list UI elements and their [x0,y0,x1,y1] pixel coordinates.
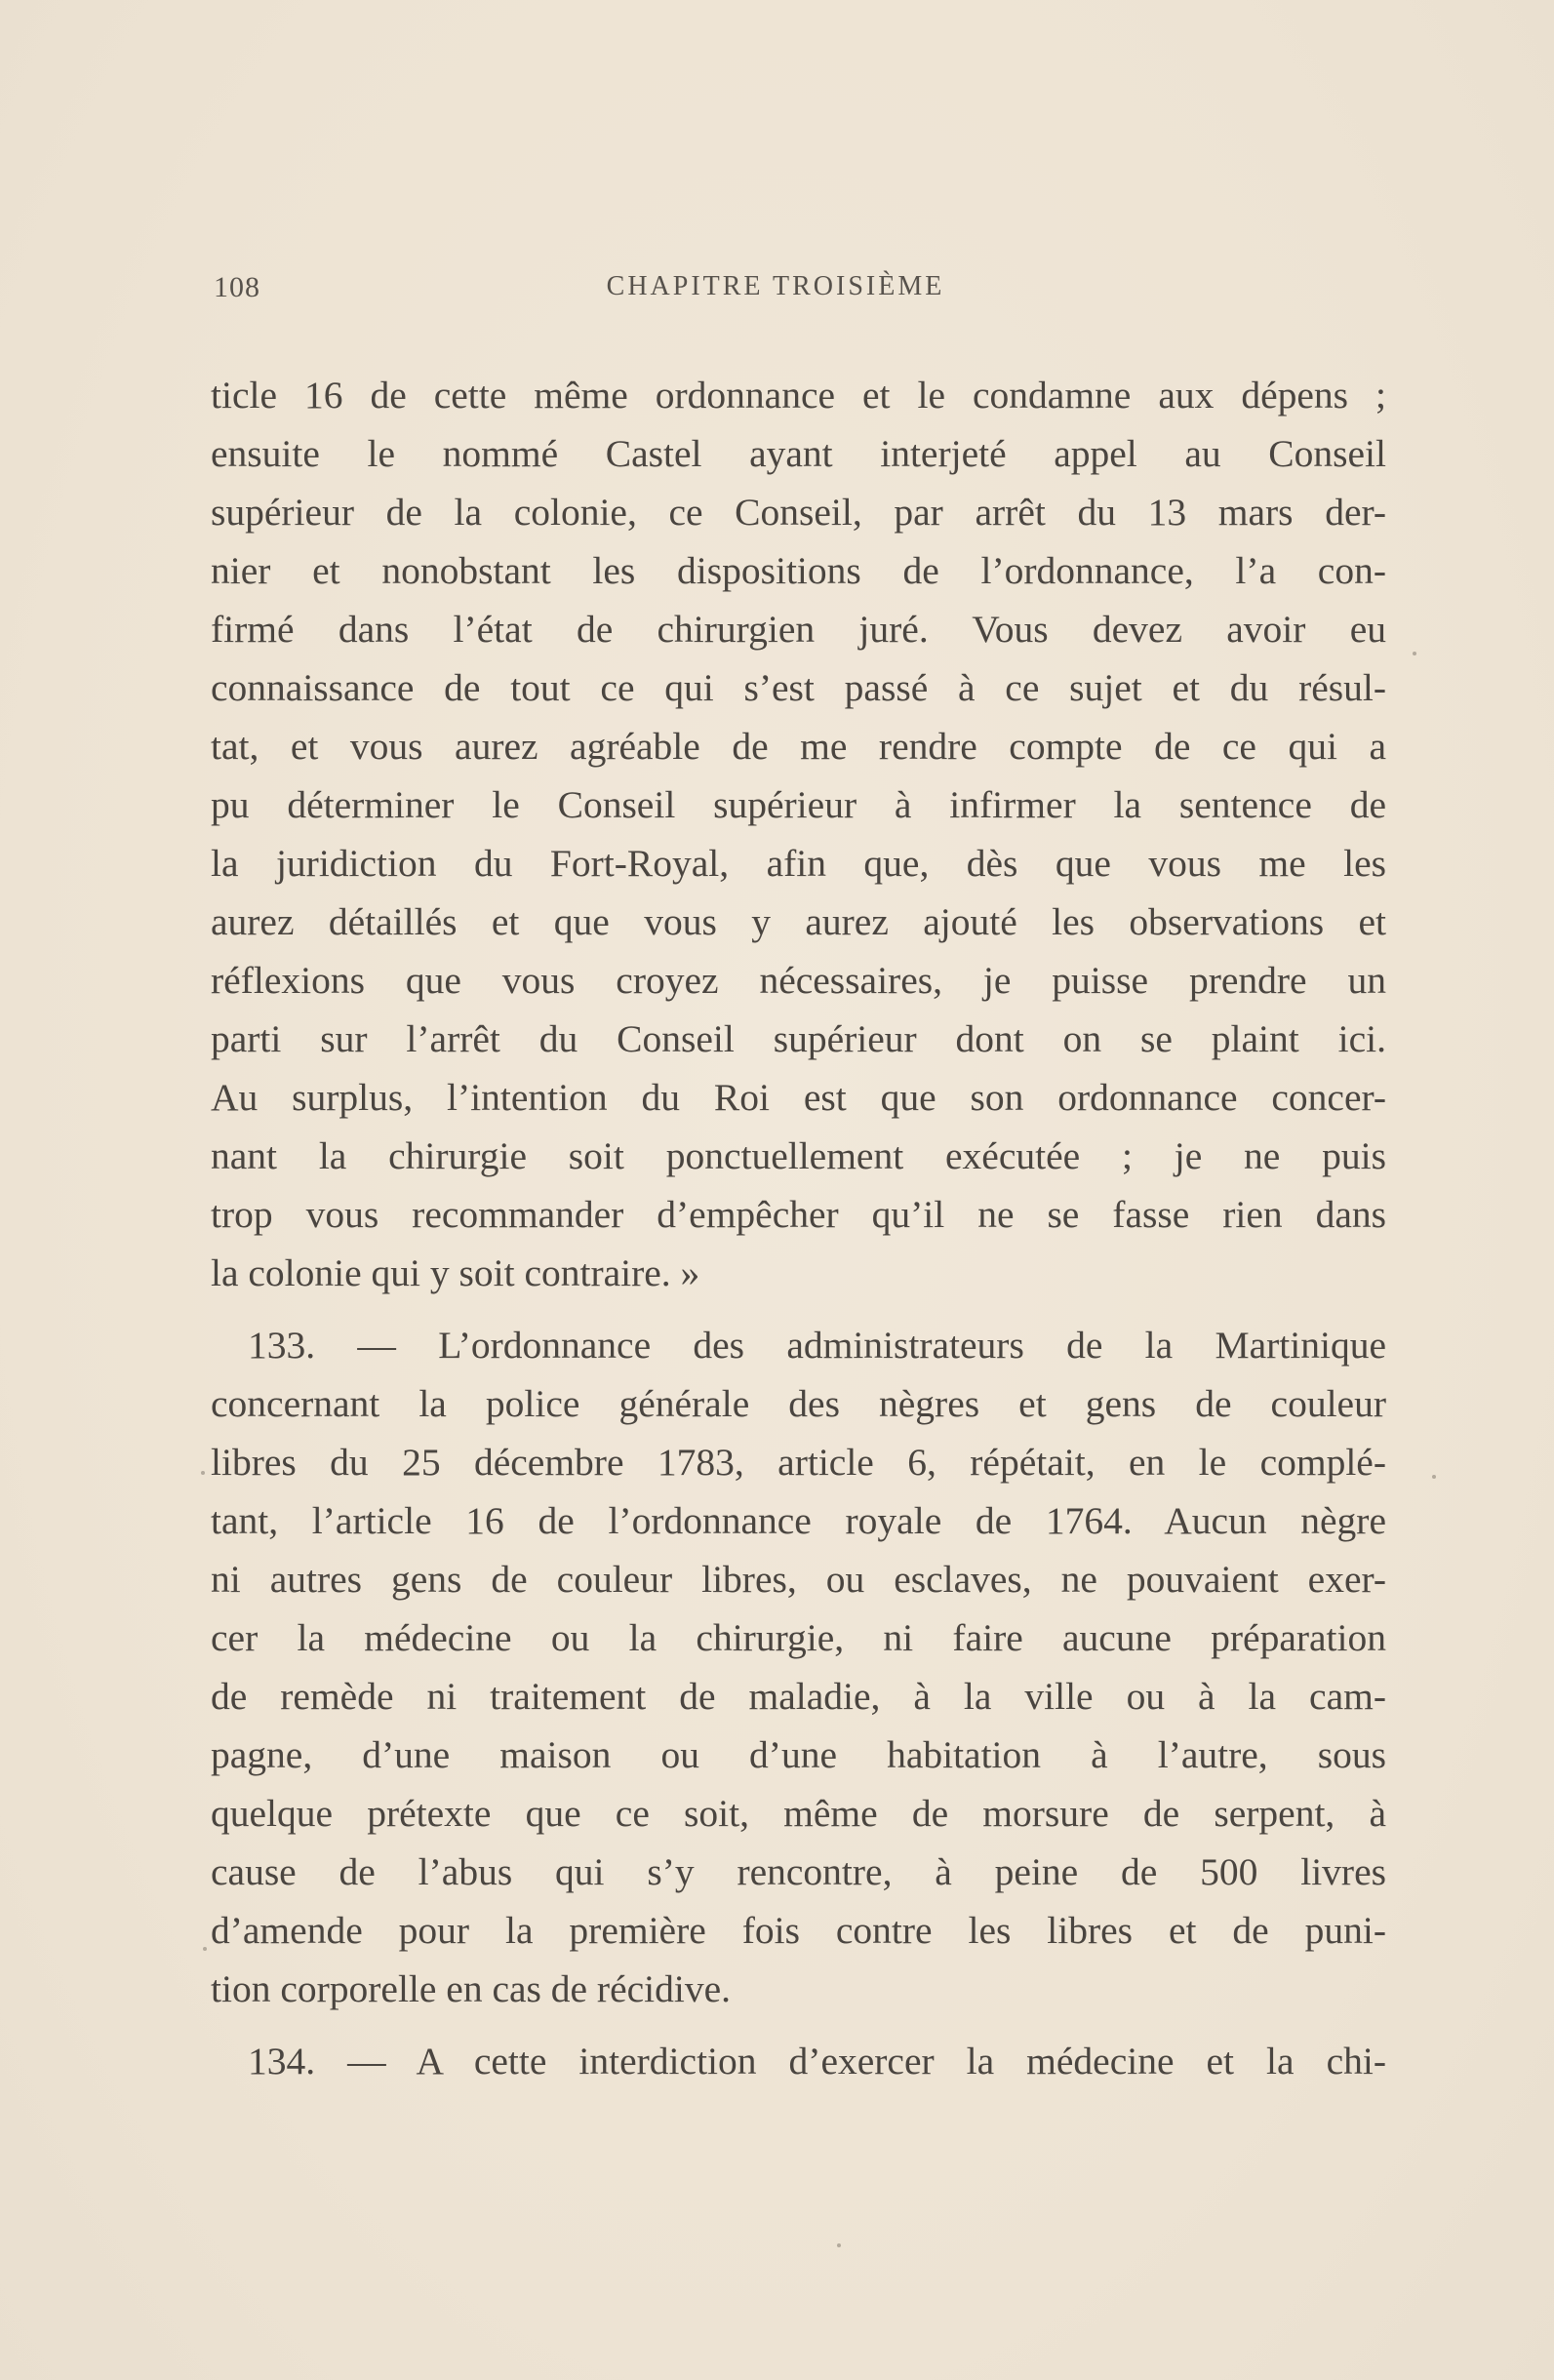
text-line: ticle 16 de cette même ordonnance et le condamne aux dépens ; [211,374,1386,416]
text-line: Au surplus, l’intention du Roi est que son ordonnance concer- [211,1076,1386,1119]
text-line: connaissance de tout ce qui s’est passé à ce sujet et du résul- [211,666,1386,709]
text-line: de remède ni traitement de maladie, à la ville ou à la cam- [211,1675,1386,1718]
text-line: ensuite le nommé Castel ayant interjeté appel au Conseil [211,432,1386,475]
paragraph-continuation [211,366,1386,1302]
text-line: ni autres gens de couleur libres, ou esclaves, ne pouvaient exer- [211,1558,1386,1601]
text-line: pu déterminer le Conseil supérieur à infirmer la sentence de [211,783,1386,826]
text-line: cer la médecine ou la chirurgie, ni faire aucune préparation [211,1616,1386,1659]
text-line: concernant la police générale des nègres et gens de couleur [211,1382,1386,1425]
text-line: réflexions que vous croyez nécessaires, je puisse prendre un [211,959,1386,1002]
text-line: supérieur de la colonie, ce Conseil, par arrêt du 13 mars der- [211,491,1386,534]
text-line: libres du 25 décembre 1783, article 6, répétait, en le complé- [211,1441,1386,1484]
text-line: la juridiction du Fort-Royal, afin que, dès que vous me les [211,842,1386,885]
text-line: pagne, d’une maison ou d’une habitation à l’autre, sous [211,1733,1386,1776]
body-text [211,366,1386,2090]
text-line: tion corporelle en cas de récidive. [211,1967,731,2010]
text-line: aurez détaillés et que vous y aurez ajouté les observations et [211,900,1386,943]
text-line: cause de l’abus qui s’y rencontre, à peine de 500 livres [211,1850,1386,1893]
text-line: quelque prétexte que ce soit, même de morsure de serpent, à [211,1792,1386,1835]
text-line: firmé dans l’état de chirurgien juré. Vous devez avoir eu [211,608,1386,651]
text-line: trop vous recommander d’empêcher qu’il ne se fasse rien dans [211,1193,1386,1236]
text-line: 133. — L’ordonnance des administrateurs de la Martinique [248,1324,1386,1367]
page-header [210,265,1341,314]
scan-speck [837,2243,841,2247]
scan-speck [203,1947,207,1951]
text-line: d’amende pour la première fois contre les libres et de puni- [211,1909,1386,1952]
text-line: tat, et vous aurez agréable de me rendre compte de ce qui a [211,725,1386,768]
text-line: 134. — A cette interdiction d’exercer la médecine et la chi- [248,2040,1386,2082]
paragraph-134 [211,2032,1386,2090]
scan-speck [1432,1475,1436,1479]
text-line: nant la chirurgie soit ponctuellement exécutée ; je ne puis [211,1134,1386,1177]
page-number: 108 [214,271,260,303]
running-title: CHAPITRE TROISIÈME [606,271,945,301]
paragraph-133 [211,1316,1386,2018]
text-line: nier et nonobstant les dispositions de l’ordonnance, l’a con- [211,549,1386,592]
text-line: la colonie qui y soit contraire. » [211,1251,700,1294]
scan-speck [1413,652,1416,655]
text-line: parti sur l’arrêt du Conseil supérieur dont on se plaint ici. [211,1017,1386,1060]
scan-speck [201,1471,205,1475]
text-line: tant, l’article 16 de l’ordonnance royale de 1764. Aucun nègre [211,1499,1386,1542]
